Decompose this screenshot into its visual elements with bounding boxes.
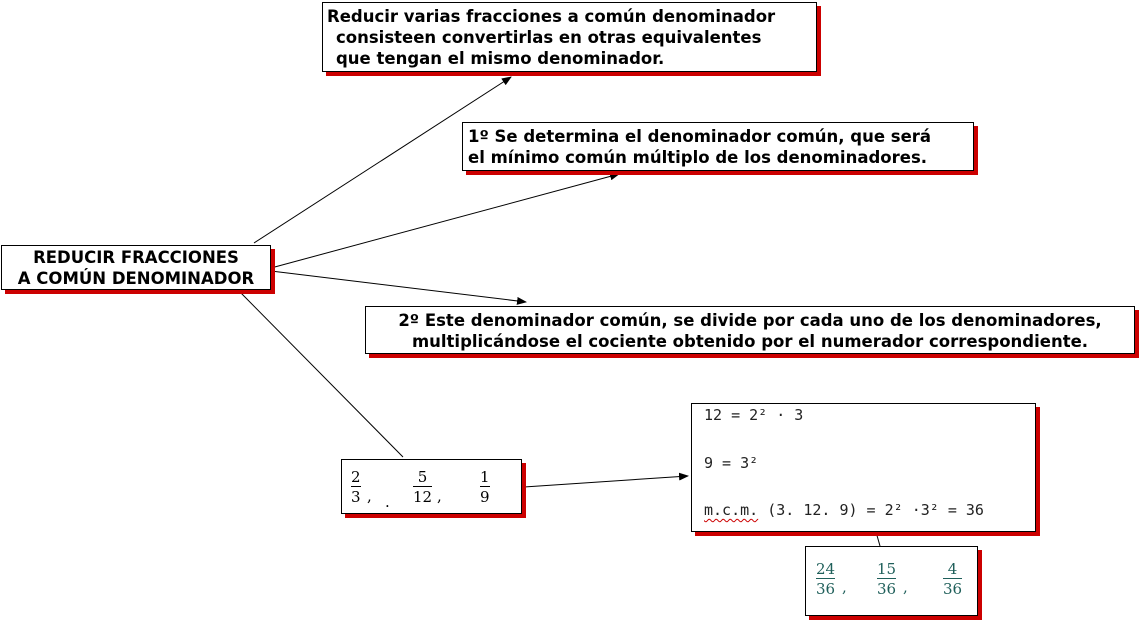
factorization-12: 12 = 2² · 3 <box>704 406 804 424</box>
fraction-numerator: 15 <box>877 560 897 578</box>
fraction-denominator: 9 <box>480 488 490 506</box>
fraction-denominator: 36 <box>816 580 836 598</box>
main-topic-line-1: REDUCIR FRACCIONES <box>33 248 239 267</box>
fraction-denominator: 36 <box>943 580 963 598</box>
fraction-separator: , <box>437 487 442 505</box>
fraction-denominator: 36 <box>877 580 897 598</box>
arrow-to-lcm <box>524 476 688 487</box>
step-1-box <box>462 122 974 171</box>
example-fraction <box>480 468 490 506</box>
definition-box <box>322 2 817 72</box>
fraction-separator: , <box>903 578 908 596</box>
fraction-numerator: 4 <box>947 560 958 578</box>
result-fraction <box>816 560 835 598</box>
definition-line-3: que tengan el mismo denominador. <box>336 49 665 68</box>
equivalent-fractions-box <box>805 546 978 616</box>
fraction-numerator: 1 <box>480 468 490 486</box>
example-fraction <box>413 468 432 506</box>
step-2-line-1: 2º Este denominador común, se divide por cada uno de los denominadores, <box>398 311 1102 330</box>
fraction-separator: , <box>842 578 847 596</box>
fraction-separator: , <box>367 487 372 505</box>
definition-line-2: consisteen convertirlas en otras equivalentes <box>336 28 762 47</box>
fraction-denominator: 12 <box>413 488 433 506</box>
step-1-line-1: 1º Se determina el denominador común, que será <box>468 127 932 146</box>
lcm-expression: (3. 12. 9) = 2² ·3² = 36 <box>758 501 984 519</box>
step-2-line-2: multiplicándose el cociente obtenido por el numerador correspondiente. <box>411 332 1089 351</box>
lcm-calculation-box <box>691 403 1036 532</box>
arrow-to-step1 <box>271 174 619 268</box>
example-fraction <box>351 468 361 506</box>
fraction-denominator: 3 <box>351 488 361 506</box>
line-to-result <box>876 532 880 546</box>
main-topic-line-2: A COMÚN DENOMINADOR <box>17 269 255 288</box>
main-topic-box <box>1 245 271 290</box>
result-fraction <box>943 560 962 598</box>
fraction-numerator: 2 <box>351 468 361 486</box>
fraction-separator: . <box>385 493 390 511</box>
mcm-label: m.c.m. <box>704 501 759 519</box>
step-2-box <box>365 306 1135 354</box>
factorization-9: 9 = 3² <box>704 454 759 472</box>
step-1-line-2: el mínimo común múltiplo de los denominadores. <box>468 148 928 167</box>
definition-line-1: Reducir varias fracciones a común denominador <box>327 7 776 26</box>
lcm-result-line <box>704 501 984 519</box>
fraction-numerator: 24 <box>816 560 836 578</box>
example-fractions-box <box>341 459 522 514</box>
fraction-numerator: 5 <box>417 468 428 486</box>
arrow-to-step2 <box>271 271 526 302</box>
result-fraction <box>877 560 896 598</box>
